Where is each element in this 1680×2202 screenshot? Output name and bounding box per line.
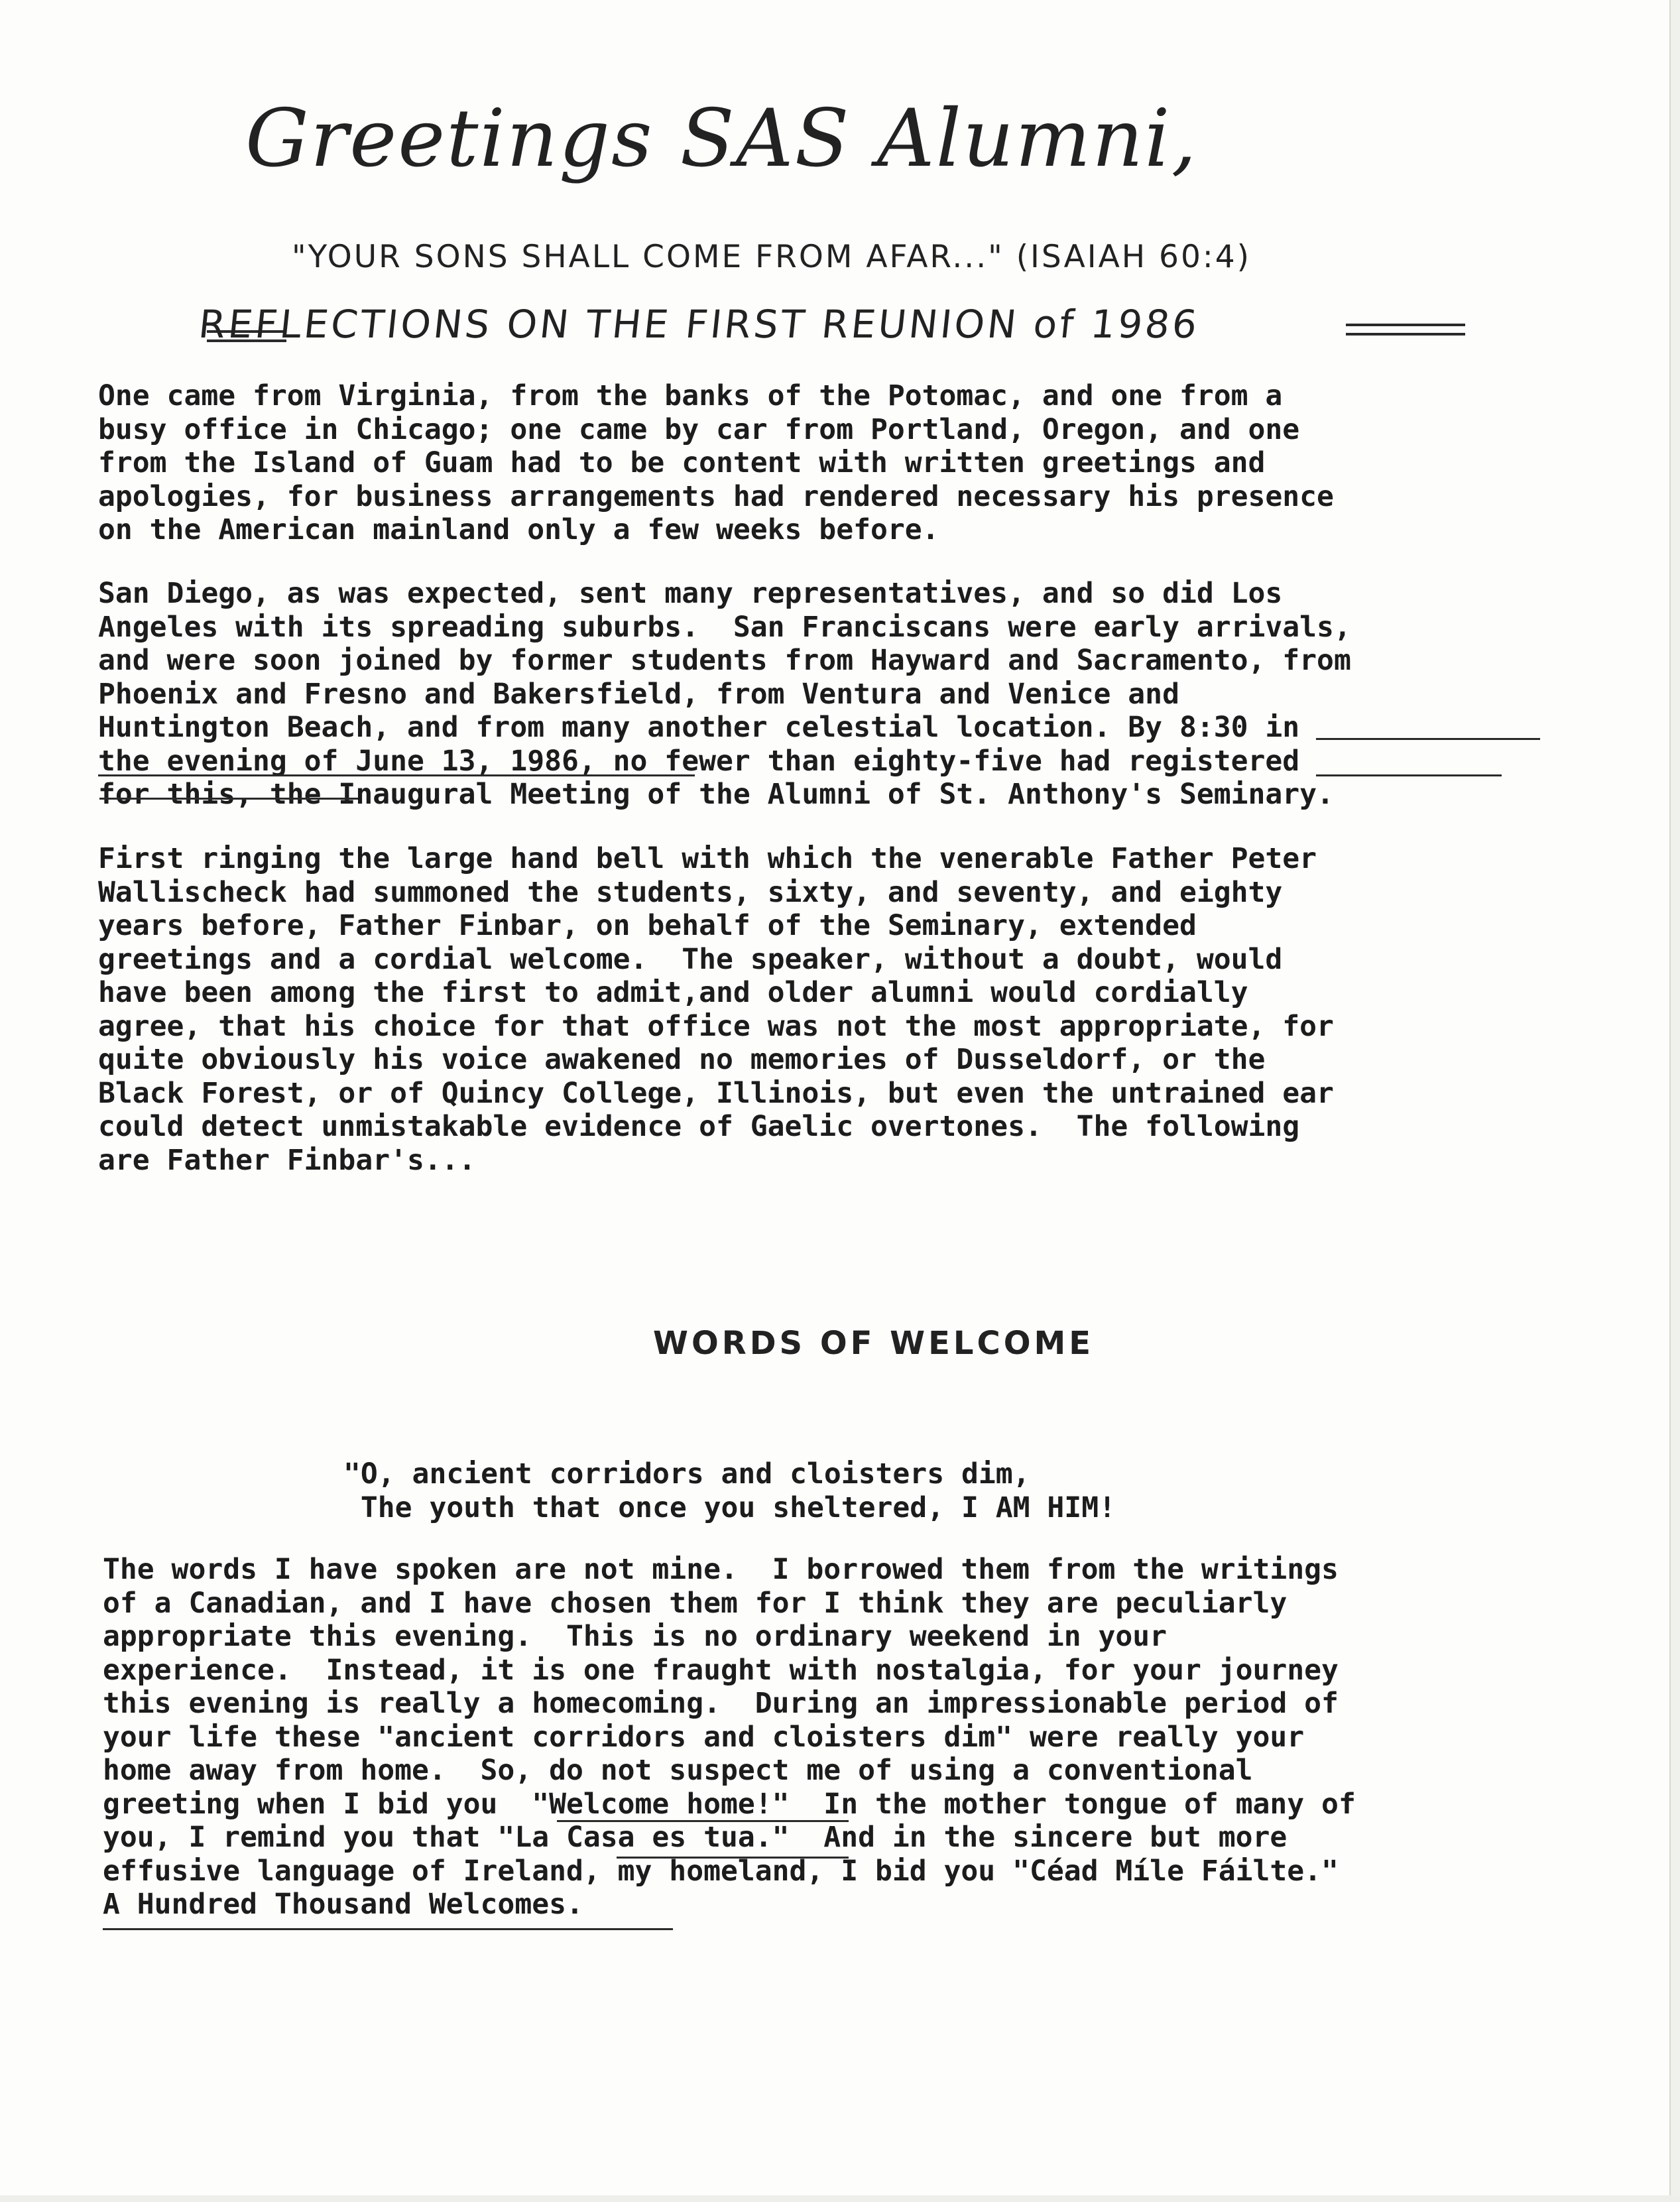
handwritten-underline-welcome-home	[557, 1820, 849, 1822]
paragraph-father-finbar: First ringing the large hand bell with which the venerable Father Peter Wallischeck had summoned the students, sixty, and seventy, and eighty years before, Father Finbar, on behalf of the Seminary, extended greetings and a cordial welcome. The speaker, without a doubt, would have been among the first to admit,and older alumni would cordially agree, that his choice for that office was not the most appropriate, for quite obviously his voice awakened no memories of Dusseldorf, or the Black Forest, or of Quincy College, Illinois, but even the untrained ear could detect unmistakable evidence of Gaelic overtones. The following are Father Finbar's...	[98, 842, 1334, 1177]
handwritten-underline-registered	[1316, 774, 1502, 776]
handwritten-underline-date-2	[98, 774, 695, 776]
handwritten-underline-date-1	[1316, 738, 1540, 740]
page-edge-right	[1669, 0, 1680, 2202]
page-edge-bottom	[0, 2195, 1680, 2202]
paragraph-registration: San Diego, as was expected, sent many representatives, and so did Los Angeles with its spreading suburbs. San Franciscans were early arrivals, and were soon joined by former students from Hayward and Sacramento, from Phoenix and Fresno and Bakersfield, from Ventura and Venice and Huntington Beach, and from many another celestial location. By 8:30 in the evening of June 13, 1986, no fewer than eighty-five had registered for this, the Inaugural Meeting of the Alumni of St. Anthony's Seminary.	[98, 577, 1351, 811]
handwritten-underline-hundred-thousand	[103, 1928, 673, 1930]
reflections-rule-right-2	[1346, 333, 1465, 336]
handwritten-reflections-title: REFLECTIONS ON THE FIRST REUNION of 1986	[196, 302, 1202, 347]
words-of-welcome-heading: WORDS OF WELCOME	[653, 1325, 1095, 1362]
handwritten-greeting: Greetings SAS Alumni,	[245, 93, 1198, 185]
scripture-quote: "YOUR SONS SHALL COME FROM AFAR..." (ISAIAH 60:4)	[292, 239, 1251, 275]
reflections-rule-right	[1346, 324, 1465, 326]
poem-quote: "O, ancient corridors and cloisters dim, The youth that once you sheltered, I AM HIM!	[343, 1457, 1116, 1524]
paragraph-arrivals: One came from Virginia, from the banks of the Potomac, and one from a busy office in Chicago; one came by car from Portland, Oregon, and one from the Island of Guam had to be content with written greetings and apologies, for business arrangements had rendered necessary his presence on the American mainland only a few weeks before.	[98, 379, 1334, 546]
paragraph-welcome-speech: The words I have spoken are not mine. I borrowed them from the writings of a Canadian, and I have chosen them for I think they are peculiarly appropriate this evening. This is no ordinary weekend in your experience. Instead, it is one fraught with nostalgia, for your journey this evening is really a homecoming. During an impressionable period of your life these "ancient corridors and cloisters dim" were really your home away from home. So, do not suspect me of using a conventional greeting when I bid you "Welcome home!" In the mother tongue of many of you, I remind you that "La Casa es tua." And in the sincere but more effusive language of Ireland, my homeland, I bid you "Céad Míle Fáilte." A Hundred Thousand Welcomes.	[103, 1553, 1356, 1921]
handwritten-underline-la-casa	[617, 1857, 849, 1859]
handwritten-strike-for-this	[99, 798, 358, 800]
